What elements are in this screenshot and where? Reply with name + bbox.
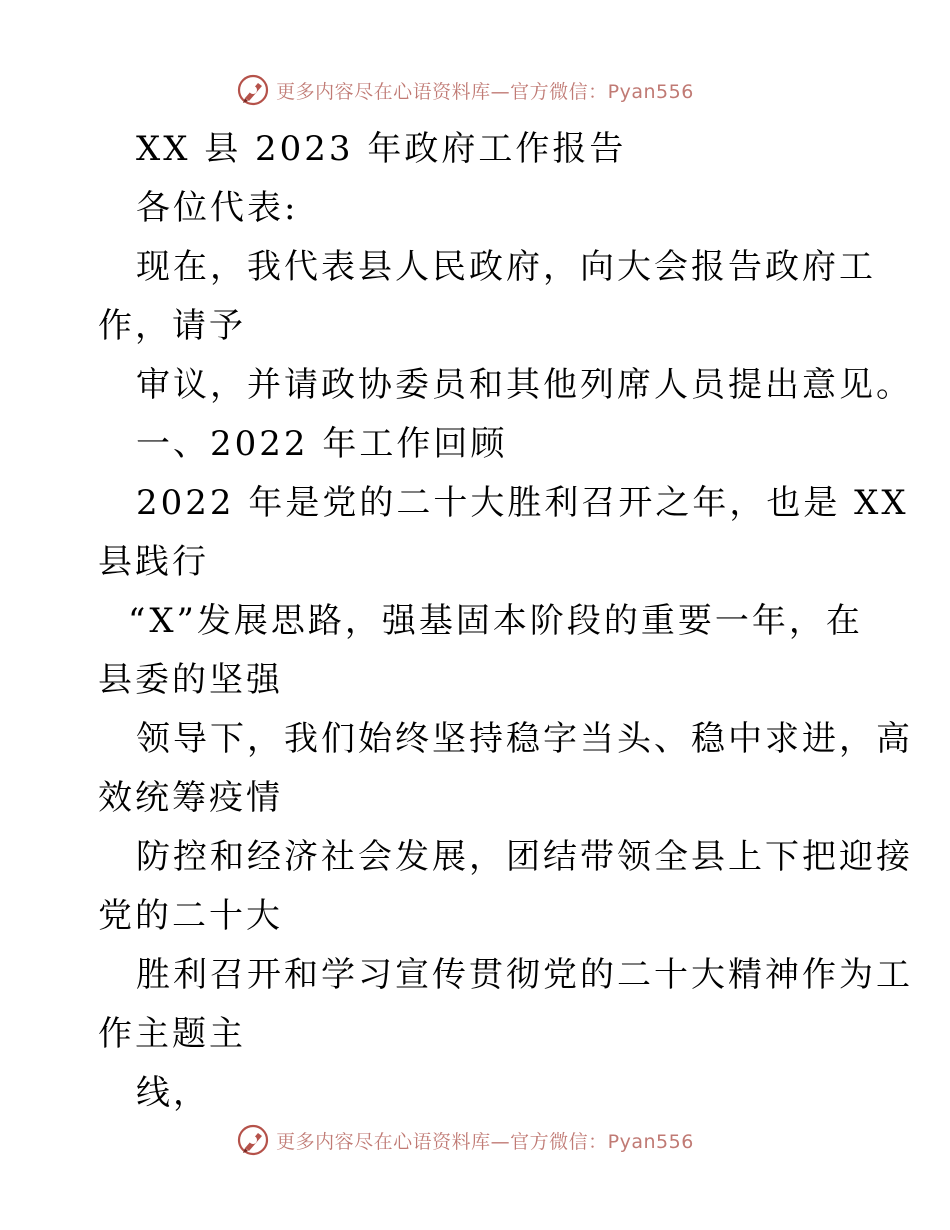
watermark-text: 更多内容尽在心语资料库—官方微信：Pyan556: [276, 1130, 694, 1153]
paragraph-line: 现在，我代表县人民政府，向大会报告政府工: [136, 247, 876, 287]
document-body: [98, 120, 913, 1123]
paragraph-line: 作，请予: [98, 306, 246, 346]
section-heading: 一、2022 年工作回顾: [136, 424, 508, 464]
paragraph-line: 防控和经济社会发展，团结带领全县上下把迎接: [136, 837, 913, 877]
paragraph-line: “X”发展思路，强基固本阶段的重要一年，在: [128, 601, 863, 641]
paragraph-line: 作主题主: [98, 1014, 246, 1054]
pen-logo-icon: [236, 73, 270, 107]
document-title: XX 县 2023 年政府工作报告: [136, 129, 627, 169]
watermark-banner-bottom: [0, 1120, 950, 1160]
paragraph-line: 县委的坚强: [98, 660, 283, 700]
paragraph-line: 领导下，我们始终坚持稳字当头、稳中求进，高: [136, 719, 913, 759]
paragraph-line: 胜利召开和学习宣传贯彻党的二十大精神作为工: [136, 955, 913, 995]
pen-logo-icon: [236, 1123, 270, 1157]
paragraph-line: 2022 年是党的二十大胜利召开之年，也是 XX: [136, 483, 909, 523]
salutation: 各位代表:: [136, 188, 299, 228]
paragraph-line: 党的二十大: [98, 896, 283, 936]
paragraph-line: 县践行: [98, 542, 209, 582]
watermark-banner-top: [0, 70, 950, 110]
watermark-text: 更多内容尽在心语资料库—官方微信：Pyan556: [276, 80, 694, 103]
paragraph-line: 线，: [136, 1073, 210, 1113]
paragraph-line: 审议，并请政协委员和其他列席人员提出意见。: [136, 365, 913, 405]
paragraph-line: 效统筹疫情: [98, 778, 283, 818]
